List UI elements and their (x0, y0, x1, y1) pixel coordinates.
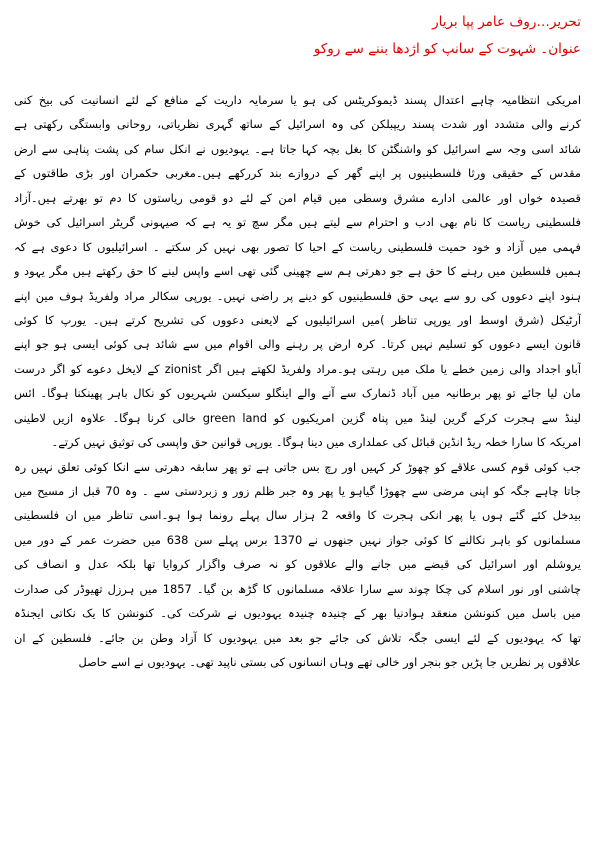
article-body (14, 88, 581, 675)
article-title: عنوان۔ شہوت کے سانپ کو اژدھا بننے سے روکو (313, 41, 581, 57)
body-line: چاشنی اور نور اسلام کی چکا چوند سے سارا علاقہ مسلمانوں کا گڑھ بن گیا۔ 1857 میں ہرزل تھیوڈر کی صدارت (14, 581, 581, 596)
body-line: مقدس کے حقیقی ورثا فلسطینیوں پر اپنے گھر کے دروازے بند کررکھے ہیں۔مغربی حکمران اور بڑی طاقتوں کے (14, 166, 581, 181)
body-line: ہمیں فلسطین میں رہنے کا حق ہے جو دھرتی ہم سے چھینی گئی تھی اسے واپس لینے کا حق رکھتے ہیں مگر یہود و (14, 264, 581, 279)
body-line: علاقوں پر نظریں جا پڑیں جو بنجر اور خالی تھے وہاں انسانوں کی بستی ناپید تھی۔ یہودیوں نے اسے حاصل (78, 655, 581, 670)
body-line: یروشلم اور اسرائیل کی قبضے میں جانے والے علاقوں کو نہ صرف واگزار کروایا تھا بلکہ عدل و انصاف کی (14, 557, 581, 572)
body-line: شائد اسی وجہ سے اسرائیل کو واشنگٹن کا بغل بچہ کہا جاتا ہے۔ یہودیوں نے انکل سام کی پشت پناہی سے ارض (14, 141, 581, 156)
body-line: آرٹیکل (شرق اوسط اور یورپی تناظر )میں اسرائیلیوں کے لایعنی دعووں کی تشریح کرتے ہیں۔ یورپ کا کوئی (14, 312, 581, 327)
article-header (14, 10, 581, 61)
body-line: بیدخل کئے گئے ہوں یا پھر انکی ہجرت کا واقعہ 2 ہزار سال پہلے رونما ہوا ہو۔اسی تناظر میں ان فلسطینی (14, 508, 581, 523)
body-line: ہنود اپنے دعووں کی رو سے یہی حق فلسطینیوں کو دینے پر راضی نہیں۔ یورپی سکالر مراد ولفریڈ ہوف مین اپنے (14, 288, 581, 303)
body-line: قانون ایسے دعووں کو تسلیم نہیں کرتا۔ کرہ ارض پر رہنے والی اقوام میں سے شائد ہی کوئی ایسی ہو جو اپنے (14, 337, 581, 352)
body-line: لینڈ سے ہجرت کرکے گرین لینڈ میں پناہ گزین امریکیوں کو green land خالی کرنا ہوگا۔ علاوہ ازیں لاطینی (14, 410, 581, 425)
body-line: آباو اجداد والی زمین خطے یا ملک میں رہتی ہو۔مراد ولفریڈ لکھتے ہیں اگر zionist کے لایخل دعوے کو اگر درست (14, 361, 581, 376)
body-line: جاتا چاہے جگہ کو اپنی مرضی سے چھوڑا گیاہو یا پھر وہ جبر ظلم زور و زبردستی سے ۔ وہ 70 قبل از مسیح میں (14, 484, 581, 498)
body-line: مان لیا جائے تو پھر برطانیہ میں آباد ڈنمارک سے آنے والے اینگلو سیکسن شہریوں کو نکال باہر پھینکنا ہوگا۔ ائس (14, 386, 581, 401)
body-line: تھا کہ یہودیوں کے لئے ایسی جگہ تلاش کی جائے جو بعد میں یہودیوں کا آزاد وطن بن جائے۔ فلسطین کے ان (14, 630, 581, 645)
author-line: تحریر…روف عامر پپا بریار (432, 14, 581, 30)
body-line: فلسطینی ریاست کا نام بھی ادب و احترام سے لیتے ہیں مگر سچ تو یہ ہے کہ صیہونی گریٹر اسرائیل کی خوش (14, 215, 581, 230)
body-line: امریکی انتظامیہ چاہے اعتدال پسند ڈیموکریٹس کی ہو یا سرمایہ داریت کے منافع کے لئے انسانیت کی بیخ کنی (14, 93, 581, 107)
body-line: کرنے والی متشدد اور شدت پسند ریپبلکن کی وہ اسرائیل کے ساتھ گہری نظریاتی، روحانی وابستگی رکھتی ہے (14, 117, 581, 132)
body-line: جب کوئی قوم کسی علاقے کو چھوڑ کر کہیں اور رچ بس جاتی ہے تو پھر سابقہ دھرتی سے انکا کوئی تعلق نہیں رہ (14, 459, 581, 474)
body-line: فہمی میں آزاد و خود حمیت فلسطینی ریاست کے احیا کا تصور بھی نہیں کر سکتے ۔ اسرائیلیوں کا دعوی ہے کہ (14, 239, 581, 254)
body-line: امریکہ کا سارا خطہ ریڈ انڈین قبائل کی عملداری میں دینا ہوگا۔ یورپی قوانین حق واپسی کی توثیق نہیں کرتے۔ (51, 435, 581, 450)
body-line: میں باسل میں کنونشن منعقد ہوادنیا بھر کے چنیدہ چنیدہ یہودیوں نے شرکت کی۔ کنونشن کا یک نکاتی ایجنڈہ (14, 606, 581, 621)
paragraph-2 (14, 455, 581, 675)
body-line: قصیدہ خواں اور عالمی ادارے مشرق وسطی میں قیام امن کے لئے دو قومی ریاستوں کا دم تو بھرتے ہیں۔آزاد (14, 190, 581, 205)
body-line: مسلمانوں کو باہر نکالنے کا کوئی جواز نہیں جنھوں نے 1370 برس پہلے سن 638 میں حضرت عمر کے دور میں (14, 532, 581, 547)
paragraph-1 (14, 88, 581, 455)
